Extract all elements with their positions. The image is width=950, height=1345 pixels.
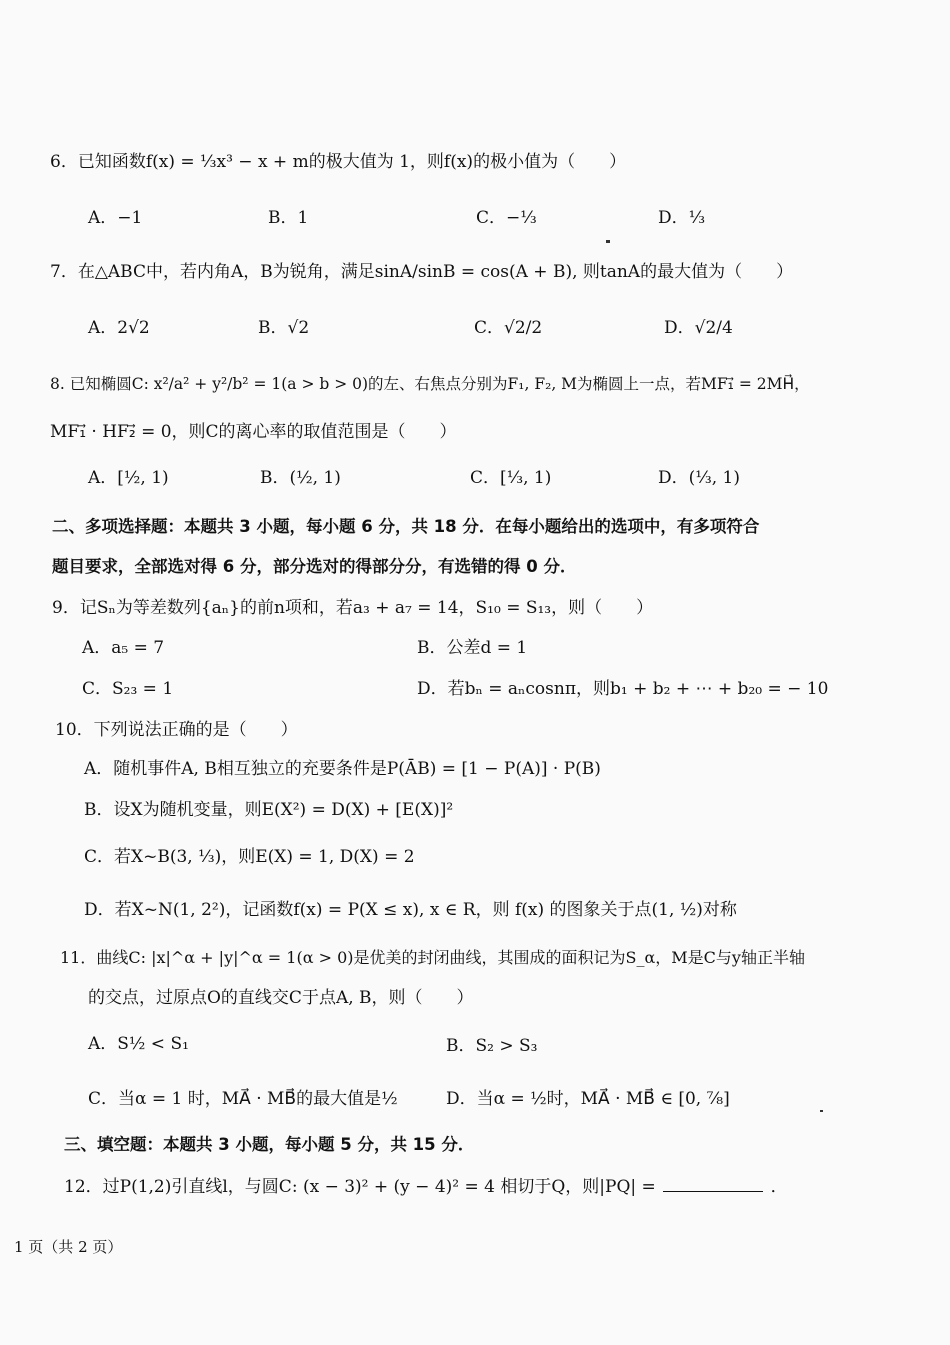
question-12-stem: 12．过P(1,2)引直线l，与圆C: (x − 3)² + (y − 4)² = 4 相切于Q，则|PQ| = — [64, 1177, 656, 1197]
section-2-heading-line-1: 二、多项选择题：本题共 3 小题，每小题 6 分，共 18 分．在每小题给出的选项中，有多项符合 — [52, 517, 760, 536]
question-8-option-a: A．[½, 1) — [88, 468, 169, 488]
question-6-option-b: B．1 — [268, 208, 309, 228]
question-7-option-b: B．√2 — [258, 318, 310, 338]
question-12-end: ． — [770, 1177, 788, 1197]
question-11-stem-line-2: 的交点，过原点O的直线交C于点A, B，则（ ） — [88, 988, 474, 1008]
section-2-heading-line-2: 题目要求，全部选对得 6 分，部分选对的得部分分，有选错的得 0 分． — [52, 557, 577, 576]
question-11-option-c: C．当α = 1 时，MA⃗ · MB⃗的最大值是½ — [88, 1089, 398, 1109]
question-7-option-a: A．2√2 — [88, 318, 150, 338]
question-7-option-d: D．√2/4 — [664, 318, 733, 338]
page-footer: 1 页（共 2 页） — [14, 1238, 123, 1256]
question-6-option-c: C．−⅓ — [476, 208, 537, 228]
question-10-stem: 10．下列说法正确的是（ ） — [55, 720, 298, 740]
question-10-option-a: A．随机事件A, B相互独立的充要条件是P(ĀB) = [1 − P(A)] · P(B) — [84, 759, 601, 779]
question-11-option-a: A．S½ < S₁ — [88, 1034, 189, 1054]
question-9-option-d: D．若bₙ = aₙcosnπ，则b₁ + b₂ + ⋯ + b₂₀ = − 10 — [417, 679, 829, 699]
question-11-option-b: B．S₂ > S₃ — [446, 1036, 538, 1056]
question-12 — [64, 1175, 788, 1199]
question-9-option-b: B．公差d = 1 — [417, 638, 528, 658]
question-10-option-c: C．若X~B(3, ⅓)，则E(X) = 1, D(X) = 2 — [84, 847, 415, 867]
scan-speck — [820, 1110, 823, 1112]
question-10-option-d: D．若X~N(1, 2²)，记函数f(x) = P(X ≤ x), x ∈ R，则 f(x) 的图象关于点(1, ½)对称 — [84, 900, 737, 920]
question-8-stem-line-1: 8. 已知椭圆C: x²/a² + y²/b² = 1(a > b > 0)的左、右焦点分别为F₁, F₂, M为椭圆上一点，若MF₁⃗ = 2MH⃗， — [50, 375, 810, 393]
question-7-stem: 7．在△ABC中，若内角A，B为锐角，满足sinA/sinB = cos(A + B), 则tanA的最大值为（ ） — [50, 262, 794, 282]
question-11-option-d: D．当α = ½时，MA⃗ · MB⃗ ∈ [0, ⅞] — [446, 1089, 730, 1109]
question-8-option-b: B．(½, 1) — [260, 468, 341, 488]
answer-blank[interactable] — [663, 1175, 763, 1192]
scan-speck — [606, 240, 610, 243]
question-11-stem-line-1: 11．曲线C: |x|^α + |y|^α = 1(α > 0)是优美的封闭曲线，其围成的面积记为S_α，M是C与y轴正半轴 — [60, 948, 805, 967]
question-10-option-b: B．设X为随机变量，则E(X²) = D(X) + [E(X)]² — [84, 800, 454, 820]
section-3-heading: 三、填空题：本题共 3 小题，每小题 5 分，共 15 分． — [64, 1135, 475, 1154]
question-8-option-d: D．(⅓, 1) — [658, 468, 740, 488]
question-6-option-a: A．−1 — [88, 208, 143, 228]
question-7-option-c: C．√2/2 — [474, 318, 543, 338]
question-9-option-a: A．a₅ = 7 — [82, 638, 165, 658]
question-6-stem: 6．已知函数f(x) = ⅓x³ − x + m的极大值为 1，则f(x)的极小值为（ ） — [50, 152, 627, 172]
question-8-option-c: C．[⅓, 1) — [470, 468, 552, 488]
question-9-stem: 9．记Sₙ为等差数列{aₙ}的前n项和，若a₃ + a₇ = 14，S₁₀ = S₁₃，则（ ） — [52, 598, 654, 618]
question-9-option-c: C．S₂₃ = 1 — [82, 679, 174, 699]
question-8-stem-line-2: MF₁⃗ · HF₂⃗ = 0，则C的离心率的取值范围是（ ） — [50, 422, 457, 442]
question-6-option-d: D．⅓ — [658, 208, 706, 228]
